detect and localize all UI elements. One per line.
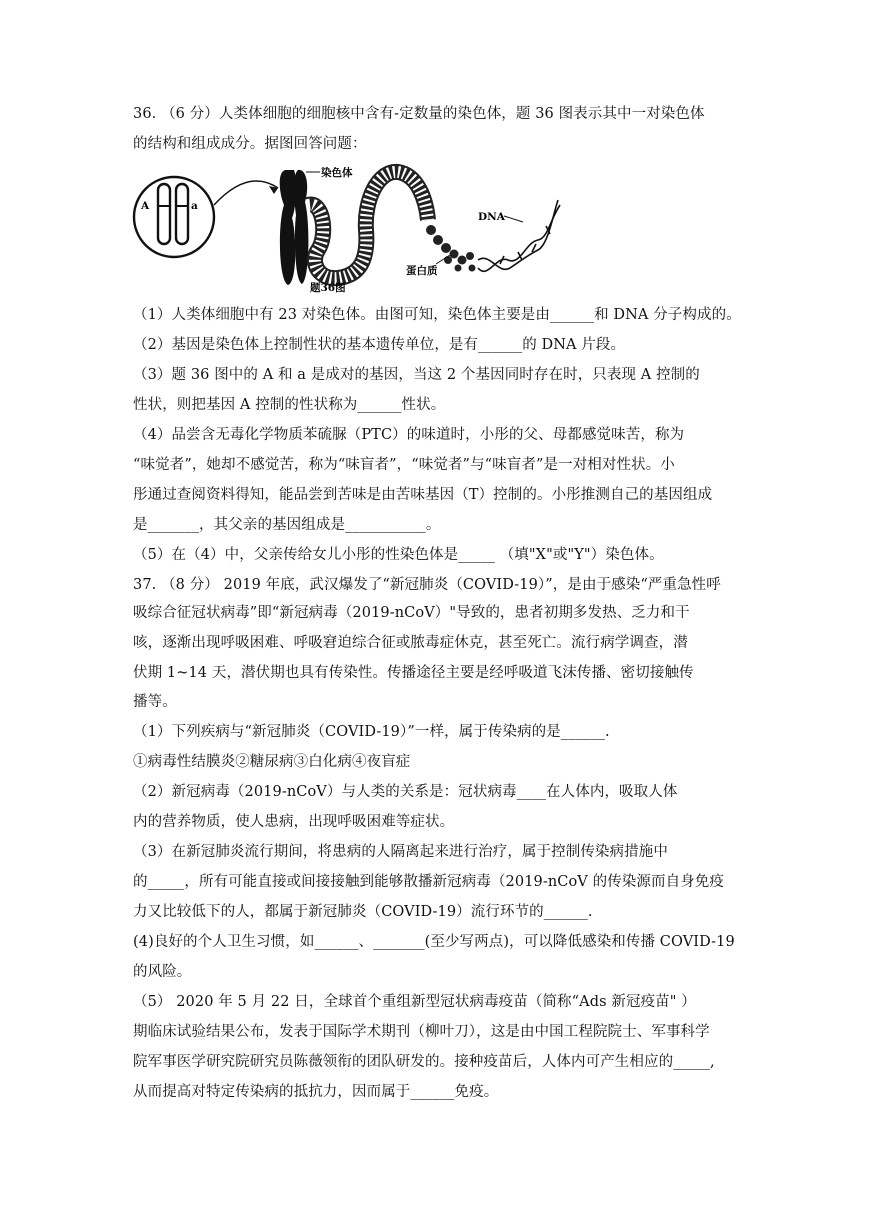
- q36-part5: （5）在（4）中，父亲传给女儿小彤的性染色体是_____ （填"X"或"Y"）染色体。: [133, 547, 664, 563]
- q36-part4-line2: “味觉者”，她却不感觉苦，称为“味盲者”，“味觉者”与“味盲者”是一对相对性状。小: [133, 457, 675, 473]
- q37-part5-line4: 从而提高对特定传染病的抵抗力，因而属于______免疫。: [133, 1084, 499, 1100]
- q36-part1: （1）人类体细胞中有 23 对染色体。由图可知，染色体主要是由______和 DNA 分子构成的。: [133, 307, 741, 323]
- chromatin-coil-icon: [308, 172, 428, 278]
- q37-part5-line1: （5） 2020 年 5 月 22 日，全球首个重组新型冠状病毒疫苗（简称“Ads 新冠疫苗" ）: [133, 994, 696, 1010]
- q36-stem-line2: 的结构和组成成分。据图回答问题：: [133, 136, 367, 152]
- q37-part1-options: ①病毒性结膜炎②糖尿病③白化病④夜盲症: [133, 754, 411, 770]
- arrow-icon: [214, 181, 278, 205]
- q37-part2-line2: 内的营养物质，使人患病，出现呼吸困难等症状。: [133, 814, 455, 830]
- dna-label: DNA: [478, 211, 505, 223]
- q37-stem-line1: 37. （8 分） 2019 年底，武汉爆发了“新冠肺炎（COVID-19）”，是由于感染“严重急性呼: [133, 577, 721, 593]
- cell-chromosome-pair-icon: [134, 177, 214, 257]
- q37-stem-line2: 吸综合征冠状病毒”即“新冠病毒（2019-nCoV）"导致的，患者初期多发热、乏力和干: [133, 605, 690, 621]
- q37-part2-line1: （2）新冠病毒（2019-nCoV）与人类的关系是：冠状病毒____在人体内，吸取人体: [133, 784, 678, 800]
- gene-A-label: A: [141, 200, 150, 212]
- q36-part3-line1: （3）题 36 图中的 A 和 a 是成对的基因，当这 2 个基因同时存在时，只表现 A 控制的: [133, 367, 700, 383]
- q37-part3-line3: 力又比较低下的人，都属于新冠肺炎（COVID-19）流行环节的______.: [133, 904, 593, 920]
- q36-part3-line2: 性状，则把基因 A 控制的性状称为______性状。: [133, 397, 446, 413]
- q37-part1: （1）下列疾病与“新冠肺炎（COVID-19）”一样，属于传染病的是______.: [133, 724, 610, 740]
- protein-label: 蛋白质: [406, 265, 438, 277]
- q36-part2: （2）基因是染色体上控制性状的基本遗传单位，是有______的 DNA 片段。: [133, 337, 626, 353]
- q37-part5-line3: 院军事医学研究院研究员陈薇领衔的团队研发的。接种疫苗后，人体内可产生相应的_____,: [133, 1054, 715, 1070]
- q36-part4-line1: （4）品尝含无毒化学物质苯硫脲（PTC）的味道时，小彤的父、母都感觉味苦，称为: [133, 427, 685, 443]
- chromosome-figure: [128, 160, 568, 295]
- q37-part4-line1: (4)良好的个人卫生习惯，如______、_______(至少写两点)，可以降低感染和传播 COVID-19: [133, 934, 735, 950]
- figure-caption: 题36图: [310, 282, 346, 294]
- q37-part3-line1: （3）在新冠肺炎流行期间，将患病的人隔离起来进行治疗，属于控制传染病措施中: [133, 844, 668, 860]
- q37-part5-line2: 期临床试验结果公布，发表于国际学术期刊（柳叶刀），这是由中国工程院院士、军事科学: [133, 1024, 710, 1040]
- q36-stem-line1: 36. （6 分）人类体细胞的细胞核中含有-定数量的染色体，题 36 图表示其中一对染色体: [133, 106, 705, 122]
- q37-stem-line4: 伏期 1~14 天，潜伏期也具有传染性。传播途径主要是经呼吸道飞沫传播、密切接触传: [133, 665, 694, 681]
- q37-part3-line2: 的_____，所有可能直接或间接接触到能够散播新冠病毒（2019-nCoV 的传染源而自身免疫: [133, 874, 724, 890]
- chromosome-label: 染色体: [321, 167, 353, 179]
- gene-a-label: a: [191, 200, 198, 212]
- q37-part4-line2: 的风险。: [133, 964, 192, 980]
- q37-stem-line5: 播等。: [133, 694, 177, 710]
- q36-part4-line4: 是_______，其父亲的基因组成是___________。: [133, 517, 441, 533]
- q37-stem-line3: 咳，逐渐出现呼吸困难、呼吸窘迫综合征或脓毒症休克，甚至死亡。流行病学调查，潜: [133, 635, 688, 651]
- chromosome-x-icon: [280, 170, 309, 285]
- q36-part4-line3: 彤通过查阅资料得知，能品尝到苦味是由苦味基因（T）控制的。小彤推测自己的基因组成: [133, 487, 713, 503]
